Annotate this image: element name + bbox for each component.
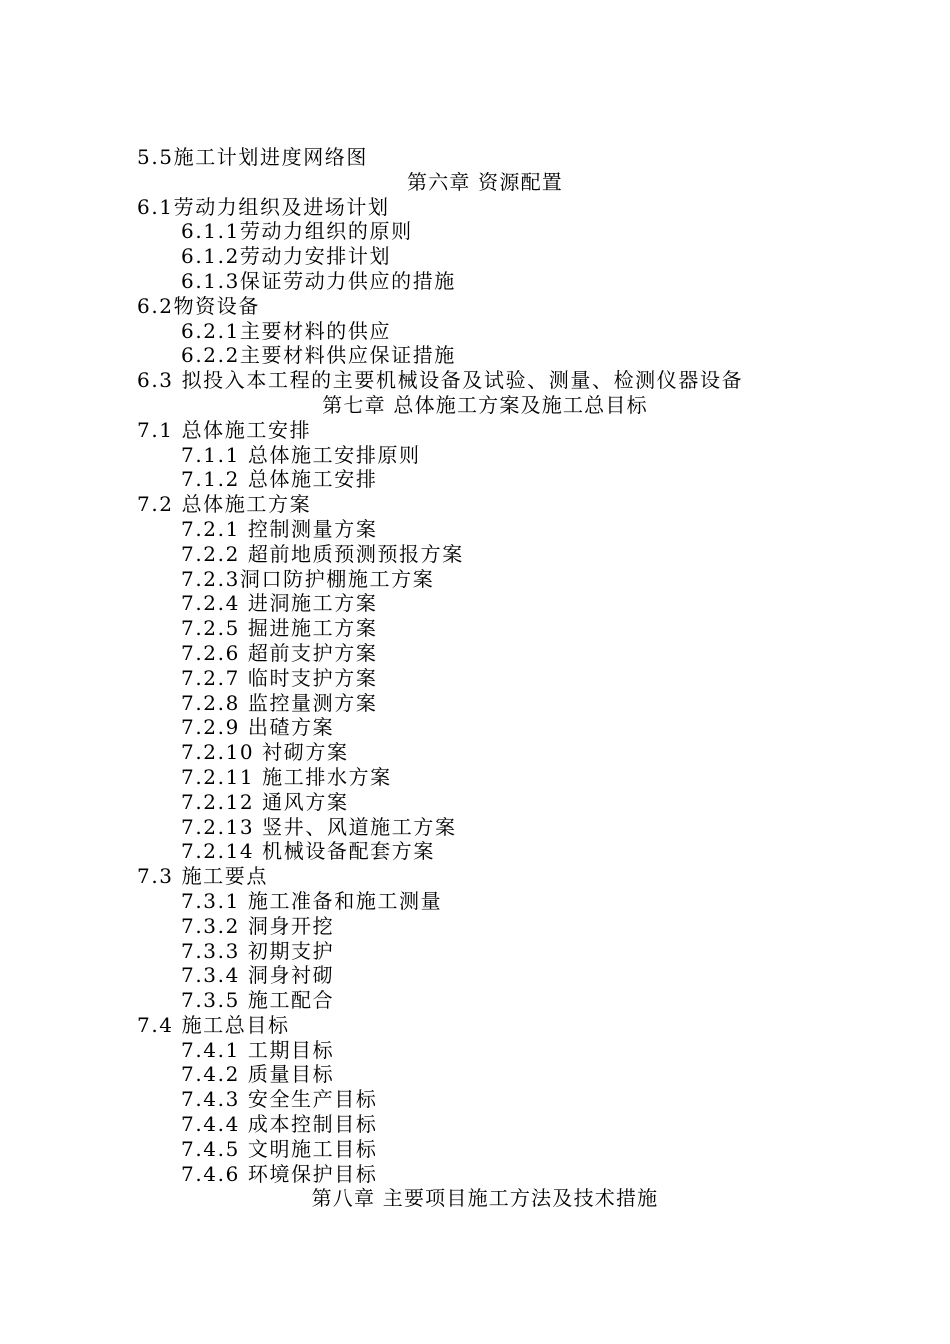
subsection-heading: 7.1.2 总体施工安排 [181, 467, 378, 492]
subsection-heading: 7.2.10 衬砌方案 [181, 740, 349, 765]
chapter-heading: 第七章 总体施工方案及施工总目标 [322, 392, 648, 417]
subsection-heading: 7.2.9 出碴方案 [181, 715, 335, 740]
subsection-heading: 7.3.1 施工准备和施工测量 [181, 888, 443, 913]
subsection-heading: 6.2.2主要材料供应保证措施 [181, 343, 456, 368]
subsection-heading: 7.2.2 超前地质预测预报方案 [181, 541, 464, 566]
section-heading: 6.1劳动力组织及进场计划 [137, 194, 390, 219]
subsection-heading: 7.2.14 机械设备配套方案 [181, 839, 435, 864]
section-heading: 7.3 施工要点 [137, 864, 268, 889]
subsection-heading: 7.4.5 文明施工目标 [181, 1136, 378, 1161]
subsection-heading: 6.1.1劳动力组织的原则 [181, 219, 413, 244]
section-heading: 7.4 施工总目标 [137, 1012, 290, 1037]
subsection-heading: 7.4.6 环境保护目标 [181, 1161, 378, 1186]
subsection-heading: 7.1.1 总体施工安排原则 [181, 442, 421, 467]
subsection-heading: 6.1.2劳动力安排计划 [181, 244, 392, 269]
subsection-heading: 7.2.11 施工排水方案 [181, 764, 392, 789]
section-heading: 5.5施工计划进度网络图 [137, 145, 369, 169]
subsection-heading: 7.3.4 洞身衬砌 [181, 963, 335, 988]
chapter-heading: 第八章 主要项目施工方法及技术措施 [311, 1186, 659, 1211]
section-heading: 7.1 总体施工安排 [137, 417, 312, 442]
section-heading: 6.3 拟投入本工程的主要机械设备及试验、测量、检测仪器设备 [137, 368, 744, 393]
subsection-heading: 7.2.1 控制测量方案 [181, 516, 378, 541]
chapter-heading: 第六章 资源配置 [407, 169, 563, 194]
section-heading: 7.2 总体施工方案 [137, 492, 312, 517]
subsection-heading: 7.3.2 洞身开挖 [181, 913, 335, 938]
section-heading: 6.2物资设备 [137, 293, 261, 318]
subsection-heading: 7.2.4 进洞施工方案 [181, 591, 378, 616]
subsection-heading: 7.4.3 安全生产目标 [181, 1087, 378, 1112]
subsection-heading: 7.2.7 临时支护方案 [181, 665, 378, 690]
table-of-contents [0, 145, 950, 1211]
subsection-heading: 7.3.5 施工配合 [181, 988, 335, 1013]
subsection-heading: 7.4.1 工期目标 [181, 1037, 335, 1062]
subsection-heading: 7.2.8 监控量测方案 [181, 690, 378, 715]
subsection-heading: 7.2.6 超前支护方案 [181, 640, 378, 665]
subsection-heading: 7.2.3洞口防护棚施工方案 [181, 566, 435, 591]
subsection-heading: 7.2.5 掘进施工方案 [181, 616, 378, 641]
subsection-heading: 7.2.12 通风方案 [181, 789, 349, 814]
subsection-heading: 6.1.3保证劳动力供应的措施 [181, 268, 456, 293]
subsection-heading: 7.4.4 成本控制目标 [181, 1112, 378, 1137]
subsection-heading: 7.2.13 竖井、风道施工方案 [181, 814, 457, 839]
subsection-heading: 6.2.1主要材料的供应 [181, 318, 392, 343]
subsection-heading: 7.3.3 初期支护 [181, 938, 335, 963]
subsection-heading: 7.4.2 质量目标 [181, 1062, 335, 1087]
